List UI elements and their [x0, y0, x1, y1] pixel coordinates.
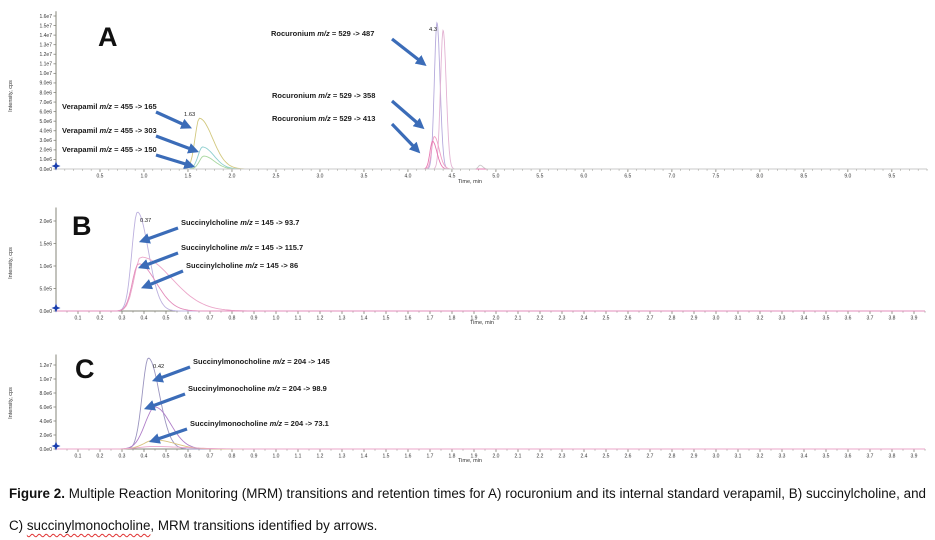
mrm-annotation — [271, 29, 424, 64]
annotation-arrow-icon — [392, 39, 424, 64]
x-tick-label: 9.5 — [888, 173, 896, 180]
x-tick-label: 0.8 — [228, 453, 236, 460]
x-tick-label: 3.4 — [800, 315, 808, 322]
x-tick-label: 2.5 — [602, 453, 610, 460]
mrm-annotation — [62, 145, 192, 166]
x-tick-label: 0.3 — [118, 315, 126, 322]
annotation-arrow-icon — [141, 253, 178, 267]
x-tick-label: 0.2 — [96, 315, 104, 322]
mrm-annotation — [152, 419, 329, 441]
x-tick-label: 3.7 — [866, 453, 874, 460]
x-tick-label: 0.4 — [140, 315, 148, 322]
y-axis-title: Intensity, cps — [8, 387, 14, 419]
retention-time-label: 0.42 — [153, 364, 165, 370]
x-tick-label: 0.7 — [206, 453, 214, 460]
y-tick-label: 1.0e7 — [39, 71, 52, 78]
mrm-annotation-label: Verapamil m/z = 455 -> 303 — [62, 126, 157, 135]
y-tick-label: 2.0e6 — [39, 218, 52, 225]
y-tick-label: 0.0e0 — [39, 308, 52, 315]
y-tick-label: 0.0e0 — [39, 166, 52, 173]
y-tick-label: 1.2e7 — [39, 52, 52, 59]
y-tick-label: 1.0e6 — [39, 157, 52, 164]
figure-caption-misspelled-word: succinylmonocholine — [26, 518, 151, 533]
x-tick-label: 3.0 — [712, 453, 720, 460]
y-axis-ticks — [39, 14, 56, 173]
y-axis-ticks — [39, 219, 56, 315]
x-tick-label: 2.1 — [514, 315, 522, 322]
x-tick-label: 2.7 — [646, 453, 654, 460]
chromatogram-panel-a — [0, 4, 935, 196]
x-tick-label: 1.1 — [294, 453, 302, 460]
x-tick-label: 0.9 — [250, 315, 258, 322]
y-tick-label: 4.0e6 — [39, 128, 52, 135]
x-tick-label: 3.1 — [734, 315, 742, 322]
x-tick-label: 8.0 — [756, 173, 764, 180]
y-tick-label: 2.0e6 — [39, 147, 52, 154]
x-tick-label: 2.6 — [624, 315, 632, 322]
x-tick-label: 2.0 — [228, 173, 236, 180]
x-tick-label: 2.1 — [514, 453, 522, 460]
x-tick-label: 0.5 — [96, 173, 104, 180]
x-axis-ticks — [67, 311, 925, 322]
x-tick-label: 3.6 — [844, 453, 852, 460]
mrm-annotation — [155, 357, 330, 380]
panel-letter: C — [75, 354, 95, 384]
mrm-annotation — [147, 384, 327, 408]
y-tick-label: 8.0e6 — [39, 90, 52, 97]
x-tick-label: 3.2 — [756, 315, 764, 322]
x-tick-label: 1.6 — [404, 453, 412, 460]
x-tick-label: 3.6 — [844, 315, 852, 322]
retention-time-label: 1.63 — [184, 112, 196, 118]
x-tick-label: 3.9 — [910, 315, 918, 322]
x-tick-label: 4.5 — [448, 173, 456, 180]
mrm-annotation-label: Succinylmonocholine m/z = 204 -> 145 — [193, 357, 330, 366]
x-tick-label: 2.3 — [558, 453, 566, 460]
x-tick-label: 2.4 — [580, 315, 588, 322]
annotation-arrow-icon — [156, 136, 196, 151]
retention-time-label: 4.3 — [429, 27, 438, 33]
x-tick-label: 1.3 — [338, 453, 346, 460]
y-tick-label: 3.0e6 — [39, 138, 52, 145]
annotation-arrow-icon — [156, 155, 192, 166]
x-tick-label: 0.4 — [140, 453, 148, 460]
panel-letter: A — [98, 22, 118, 52]
retention-time-label: 0.37 — [140, 218, 152, 224]
x-tick-label: 1.5 — [382, 453, 390, 460]
x-tick-label: 3.1 — [734, 453, 742, 460]
y-tick-label: 9.0e6 — [39, 80, 52, 87]
trace — [56, 358, 925, 449]
x-tick-label: 3.7 — [866, 315, 874, 322]
mrm-annotation-label: Succinylcholine m/z = 145 -> 115.7 — [181, 243, 304, 252]
figure-caption — [9, 478, 926, 540]
figure-caption-label: Figure 2. — [9, 486, 65, 501]
x-tick-label: 2.0 — [492, 453, 500, 460]
x-tick-label: 3.0 — [316, 173, 324, 180]
y-tick-label: 5.0e6 — [39, 118, 52, 125]
x-tick-label: 1.0 — [140, 173, 148, 180]
x-tick-label: 0.2 — [96, 453, 104, 460]
x-tick-label: 0.9 — [250, 453, 258, 460]
x-tick-label: 1.8 — [448, 315, 456, 322]
x-tick-label: 7.5 — [712, 173, 720, 180]
y-tick-label: 1.5e6 — [39, 241, 52, 248]
x-tick-label: 3.2 — [756, 453, 764, 460]
y-axis-ticks — [39, 363, 56, 453]
mrm-annotation — [142, 218, 299, 241]
x-tick-label: 1.8 — [448, 453, 456, 460]
x-tick-label: 1.7 — [426, 453, 434, 460]
x-tick-label: 9.0 — [844, 173, 852, 180]
x-tick-label: 0.1 — [74, 315, 82, 322]
x-tick-label: 1.7 — [426, 315, 434, 322]
mrm-annotation-label: Verapamil m/z = 455 -> 165 — [62, 102, 157, 111]
figure-caption-text-2: , MRM transitions identified by arrows. — [150, 518, 378, 533]
x-tick-label: 1.2 — [316, 453, 324, 460]
x-tick-label: 0.5 — [162, 453, 170, 460]
x-axis-title: Time, min — [458, 179, 482, 185]
x-axis-title: Time, min — [470, 320, 494, 326]
x-tick-label: 5.0 — [492, 173, 500, 180]
x-tick-label: 2.4 — [580, 453, 588, 460]
x-tick-label: 2.9 — [690, 315, 698, 322]
x-tick-label: 1.4 — [360, 453, 368, 460]
y-tick-label: 1.2e7 — [39, 362, 52, 369]
y-tick-label: 7.0e6 — [39, 99, 52, 106]
y-axis-title: Intensity, cps — [8, 80, 14, 112]
x-tick-label: 1.5 — [184, 173, 192, 180]
x-tick-label: 3.3 — [778, 315, 786, 322]
y-tick-label: 8.0e6 — [39, 390, 52, 397]
x-tick-label: 2.5 — [272, 173, 280, 180]
x-tick-label: 3.9 — [910, 453, 918, 460]
x-tick-label: 1.1 — [294, 315, 302, 322]
x-tick-label: 2.7 — [646, 315, 654, 322]
y-tick-label: 6.0e6 — [39, 109, 52, 116]
x-tick-label: 1.2 — [316, 315, 324, 322]
x-tick-label: 2.6 — [624, 453, 632, 460]
x-tick-label: 1.0 — [272, 453, 280, 460]
x-tick-label: 2.8 — [668, 453, 676, 460]
x-tick-label: 0.3 — [118, 453, 126, 460]
x-tick-label: 2.2 — [536, 453, 544, 460]
x-tick-label: 1.3 — [338, 315, 346, 322]
x-axis-ticks — [67, 449, 925, 460]
y-tick-label: 2.0e6 — [39, 432, 52, 439]
x-tick-label: 3.4 — [800, 453, 808, 460]
chromatogram-panel-b — [0, 200, 935, 332]
y-tick-label: 1.4e7 — [39, 32, 52, 39]
mrm-annotation — [62, 102, 189, 127]
trace — [56, 156, 927, 169]
annotation-arrow-icon — [392, 101, 422, 127]
y-tick-label: 1.0e6 — [39, 263, 52, 270]
x-tick-label: 1.0 — [272, 315, 280, 322]
mrm-annotation-label: Rocuronium m/z = 529 -> 358 — [272, 91, 376, 100]
x-tick-label: 3.8 — [888, 453, 896, 460]
x-tick-label: 2.2 — [536, 315, 544, 322]
y-tick-label: 6.0e6 — [39, 404, 52, 411]
x-tick-label: 1.6 — [404, 315, 412, 322]
x-tick-label: 1.4 — [360, 315, 368, 322]
mrm-annotation-label: Rocuronium m/z = 529 -> 487 — [271, 29, 375, 38]
x-tick-label: 2.5 — [602, 315, 610, 322]
x-tick-label: 3.0 — [712, 315, 720, 322]
mrm-annotation — [272, 114, 418, 151]
mrm-annotation-label: Succinylmonocholine m/z = 204 -> 98.9 — [188, 384, 327, 393]
y-tick-label: 4.0e6 — [39, 418, 52, 425]
y-tick-label: 1.5e7 — [39, 23, 52, 30]
x-tick-label: 0.8 — [228, 315, 236, 322]
x-tick-label: 2.8 — [668, 315, 676, 322]
y-tick-label: 5.0e5 — [39, 286, 52, 293]
x-tick-label: 2.0 — [492, 315, 500, 322]
mrm-annotation-label: Verapamil m/z = 455 -> 150 — [62, 145, 157, 154]
x-tick-label: 8.5 — [800, 173, 808, 180]
y-axis-title: Intensity, cps — [8, 247, 14, 279]
x-tick-label: 0.1 — [74, 453, 82, 460]
x-tick-label: 7.0 — [668, 173, 676, 180]
x-tick-label: 2.9 — [690, 453, 698, 460]
mrm-annotation-label: Succinylcholine m/z = 145 -> 86 — [186, 261, 299, 270]
figure-caption-text-1: Multiple Reaction Monitoring (MRM) transitions and retention times for A) rocuronium and its internal standard verapamil, B) succinylcholine, and C) — [9, 486, 926, 533]
x-tick-label: 5.5 — [536, 173, 544, 180]
x-tick-label: 3.3 — [778, 453, 786, 460]
trace — [56, 264, 925, 311]
x-tick-label: 1.9 — [470, 453, 478, 460]
y-tick-label: 1.1e7 — [39, 61, 52, 68]
annotation-arrow-icon — [142, 228, 178, 241]
panel-letter: B — [72, 211, 92, 241]
x-tick-label: 0.6 — [184, 453, 192, 460]
x-axis-title: Time, min — [458, 458, 482, 464]
x-tick-label: 2.3 — [558, 315, 566, 322]
x-tick-label: 1.5 — [382, 315, 390, 322]
chromatogram-panel-c — [0, 335, 935, 467]
x-tick-label: 0.6 — [184, 315, 192, 322]
mrm-annotation-label: Rocuronium m/z = 529 -> 413 — [272, 114, 376, 123]
mrm-annotation-label: Succinylmonocholine m/z = 204 -> 73.1 — [190, 419, 329, 428]
annotation-arrow-icon — [392, 124, 418, 151]
y-tick-label: 0.0e0 — [39, 446, 52, 453]
y-tick-label: 1.6e7 — [39, 13, 52, 20]
axes — [56, 11, 927, 169]
x-tick-label: 1.9 — [470, 315, 478, 322]
x-tick-label: 0.5 — [162, 315, 170, 322]
y-tick-label: 1.0e7 — [39, 376, 52, 383]
annotation-arrow-icon — [147, 394, 185, 408]
x-tick-label: 4.0 — [404, 173, 412, 180]
x-tick-label: 3.5 — [360, 173, 368, 180]
x-tick-label: 3.5 — [822, 453, 830, 460]
x-tick-label: 3.5 — [822, 315, 830, 322]
x-tick-label: 6.0 — [580, 173, 588, 180]
x-tick-label: 0.7 — [206, 315, 214, 322]
y-tick-label: 1.3e7 — [39, 42, 52, 49]
x-axis-ticks — [65, 169, 927, 180]
x-tick-label: 6.5 — [624, 173, 632, 180]
x-tick-label: 3.8 — [888, 315, 896, 322]
chromatogram-traces — [56, 358, 925, 449]
mrm-annotation-label: Succinylcholine m/z = 145 -> 93.7 — [181, 218, 300, 227]
